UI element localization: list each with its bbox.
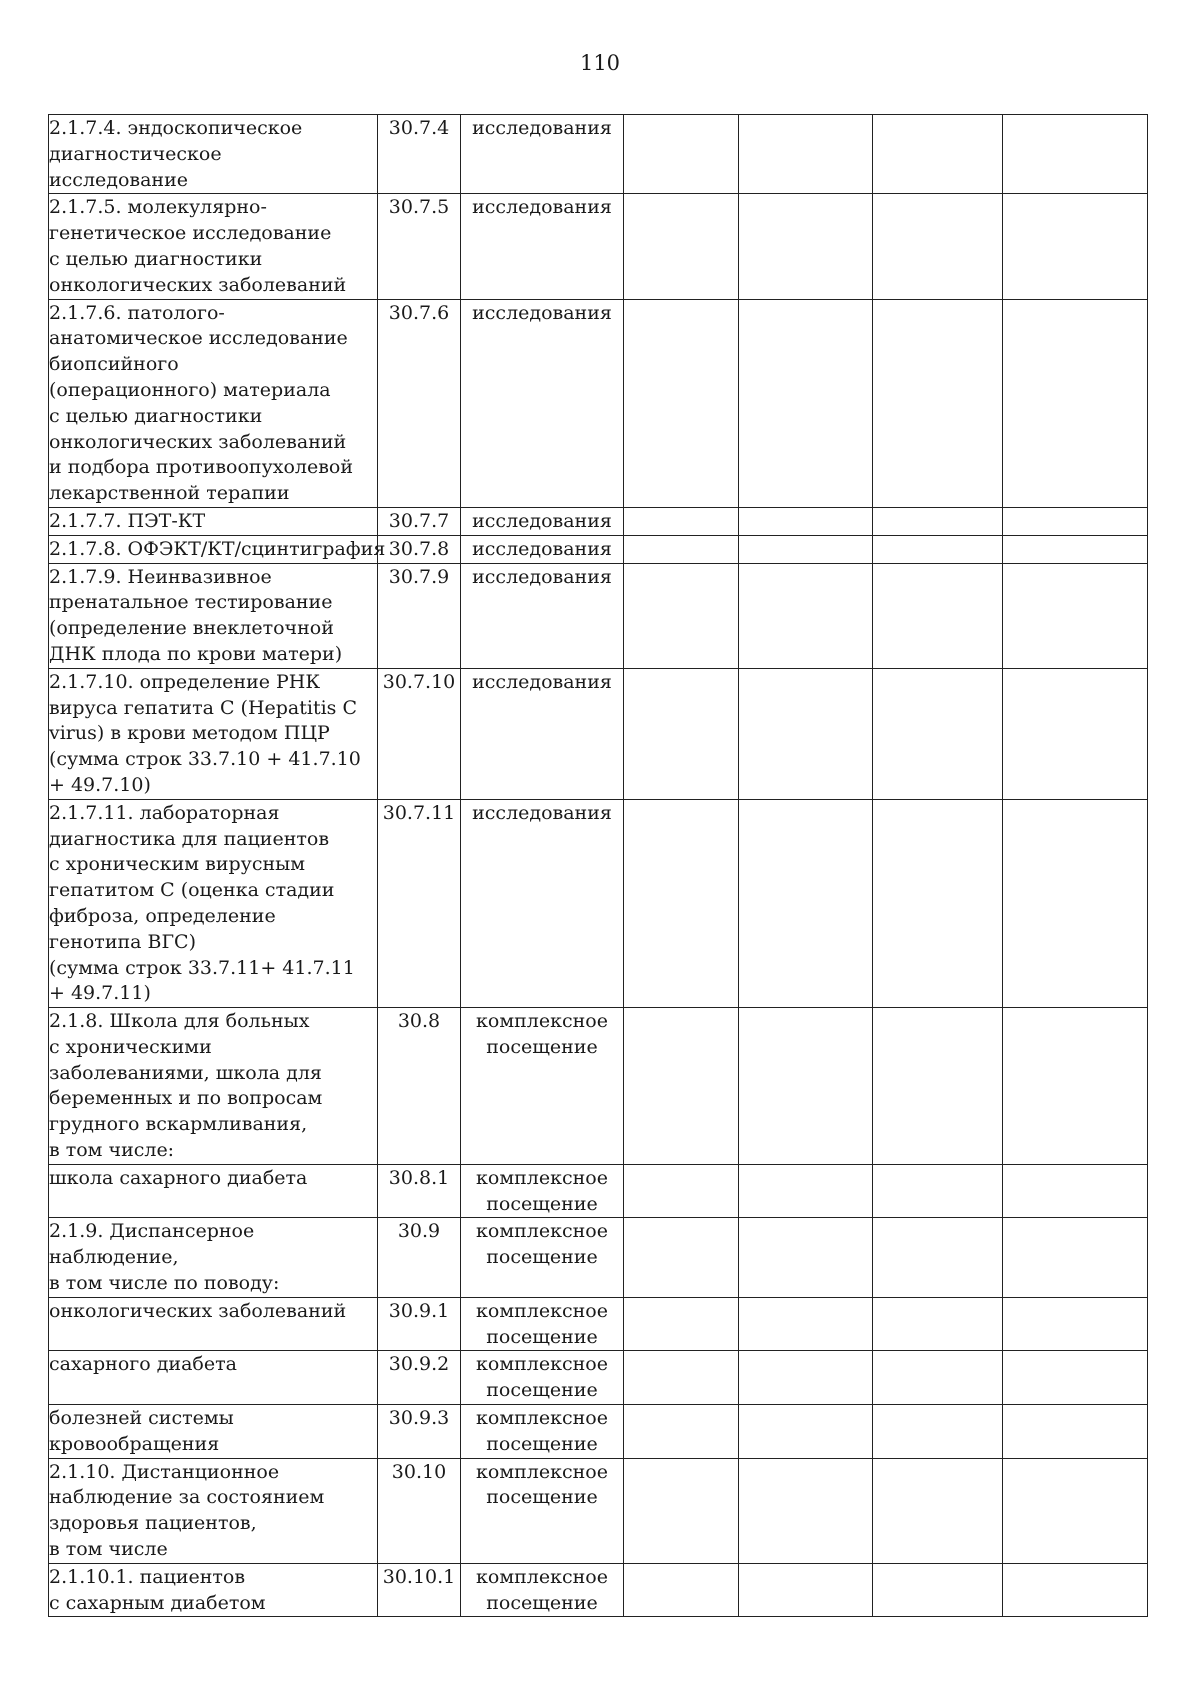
unit-cell: [461, 535, 624, 563]
value-cell: [873, 194, 1003, 299]
row-code-cell: 30.8.1: [378, 1164, 461, 1218]
indicator-name-line: наблюдение за состоянием: [49, 1486, 325, 1509]
table-row: [49, 535, 1148, 563]
value-cell: [739, 299, 873, 507]
value-cell: [624, 1405, 739, 1459]
indicator-name-line: (сумма строк 33.7.11+ 41.7.11: [49, 956, 355, 979]
value-cell: [739, 1297, 873, 1351]
value-cell: [624, 1164, 739, 1218]
unit-line: комплексное: [476, 1565, 608, 1588]
unit-cell: [461, 1351, 624, 1405]
unit-line: посещение: [486, 1325, 598, 1348]
table-row: [49, 299, 1148, 507]
indicator-name-line: ДНК плода по крови матери): [49, 642, 343, 665]
unit-cell: [461, 1563, 624, 1617]
unit-cell: [461, 799, 624, 1007]
value-cell: [1003, 115, 1148, 194]
indicator-name-line: 2.1.8. Школа для больных: [49, 1010, 310, 1033]
indicator-name-cell: [49, 507, 378, 535]
indicator-name-line: с целью диагностики: [49, 404, 263, 427]
unit-line: посещение: [486, 1432, 598, 1455]
value-cell: [873, 507, 1003, 535]
indicator-name-cell: [49, 1351, 378, 1405]
indicator-name-line: школа сахарного диабета: [49, 1166, 308, 1189]
value-cell: [739, 1164, 873, 1218]
value-cell: [1003, 194, 1148, 299]
table-row: [49, 1458, 1148, 1563]
indicator-name-line: в том числе:: [49, 1139, 175, 1162]
indicator-name-line: 2.1.7.6. патолого-: [49, 301, 225, 324]
table-row: [49, 1008, 1148, 1165]
indicator-name-line: 2.1.10.1. пациентов: [49, 1565, 246, 1588]
unit-cell: [461, 1297, 624, 1351]
unit-line: посещение: [486, 1379, 598, 1402]
value-cell: [739, 535, 873, 563]
value-cell: [873, 299, 1003, 507]
row-code-cell: 30.7.7: [378, 507, 461, 535]
report-table-body: [49, 115, 1148, 1617]
indicator-name-line: virus) в крови методом ПЦР: [49, 722, 330, 745]
value-cell: [624, 563, 739, 668]
indicator-name-line: здоровья пациентов,: [49, 1512, 257, 1535]
value-cell: [739, 194, 873, 299]
indicator-name-line: беременных и по вопросам: [49, 1087, 323, 1110]
unit-line: посещение: [486, 1192, 598, 1215]
value-cell: [624, 1351, 739, 1405]
value-cell: [624, 507, 739, 535]
value-cell: [739, 1405, 873, 1459]
indicator-name-line: генотипа ВГС): [49, 930, 196, 953]
indicator-name-cell: [49, 1164, 378, 1218]
value-cell: [624, 1218, 739, 1297]
indicator-name-line: с целью диагностики: [49, 247, 263, 270]
value-cell: [1003, 1351, 1148, 1405]
indicator-name-line: 2.1.7.5. молекулярно-: [49, 196, 267, 219]
indicator-name-line: онкологических заболеваний: [49, 273, 347, 296]
table-row: [49, 1164, 1148, 1218]
value-cell: [873, 563, 1003, 668]
value-cell: [873, 1008, 1003, 1165]
unit-line: комплексное: [476, 1220, 608, 1243]
value-cell: [739, 1563, 873, 1617]
indicator-name-line: грудного вскармливания,: [49, 1113, 308, 1136]
value-cell: [1003, 1405, 1148, 1459]
value-cell: [873, 1164, 1003, 1218]
indicator-name-line: 2.1.7.11. лабораторная: [49, 801, 280, 824]
value-cell: [873, 1405, 1003, 1459]
value-cell: [624, 1008, 739, 1165]
indicator-name-cell: [49, 668, 378, 799]
indicator-name-line: гепатитом С (оценка стадии: [49, 879, 335, 902]
value-cell: [873, 1218, 1003, 1297]
unit-cell: [461, 115, 624, 194]
unit-cell: [461, 1458, 624, 1563]
indicator-name-line: 2.1.7.8. ОФЭКТ/КТ/сцинтиграфия: [49, 537, 386, 560]
value-cell: [873, 668, 1003, 799]
table-row: [49, 1218, 1148, 1297]
report-table: [48, 114, 1148, 1617]
unit-line: исследования: [472, 301, 612, 324]
indicator-name-line: с сахарным диабетом: [49, 1591, 266, 1614]
indicator-name-cell: [49, 1563, 378, 1617]
table-row: [49, 668, 1148, 799]
indicator-name-line: лекарственной терапии: [49, 482, 290, 505]
row-code-cell: 30.7.6: [378, 299, 461, 507]
value-cell: [739, 799, 873, 1007]
indicator-name-line: с хроническими: [49, 1035, 212, 1058]
unit-line: комплексное: [476, 1166, 608, 1189]
indicator-name-line: онкологических заболеваний: [49, 1299, 347, 1322]
indicator-name-line: и подбора противоопухолевой: [49, 456, 354, 479]
unit-line: посещение: [486, 1035, 598, 1058]
value-cell: [873, 115, 1003, 194]
indicator-name-line: (сумма строк 33.7.10 + 41.7.10: [49, 748, 361, 771]
table-row: [49, 799, 1148, 1007]
row-code-cell: 30.9.3: [378, 1405, 461, 1459]
value-cell: [624, 799, 739, 1007]
indicator-name-cell: [49, 799, 378, 1007]
value-cell: [739, 1351, 873, 1405]
indicator-name-line: с хроническим вирусным: [49, 853, 306, 876]
indicator-name-line: 2.1.7.4. эндоскопическое: [49, 117, 303, 139]
indicator-name-cell: [49, 1297, 378, 1351]
value-cell: [624, 1563, 739, 1617]
unit-cell: [461, 1008, 624, 1165]
unit-cell: [461, 1164, 624, 1218]
value-cell: [873, 1297, 1003, 1351]
value-cell: [873, 535, 1003, 563]
table-row: [49, 1405, 1148, 1459]
indicator-name-line: генетическое исследование: [49, 222, 332, 245]
indicator-name-line: 2.1.7.10. определение РНК: [49, 670, 321, 693]
unit-line: посещение: [486, 1246, 598, 1269]
value-cell: [873, 799, 1003, 1007]
value-cell: [1003, 799, 1148, 1007]
value-cell: [1003, 1218, 1148, 1297]
indicator-name-line: онкологических заболеваний: [49, 430, 347, 453]
indicator-name-cell: [49, 1405, 378, 1459]
row-code-cell: 30.7.8: [378, 535, 461, 563]
unit-line: комплексное: [476, 1010, 608, 1033]
unit-cell: [461, 668, 624, 799]
indicator-name-line: 2.1.9. Диспансерное: [49, 1220, 255, 1243]
indicator-name-line: сахарного диабета: [49, 1353, 237, 1376]
unit-line: комплексное: [476, 1353, 608, 1376]
row-code-cell: 30.8: [378, 1008, 461, 1165]
value-cell: [1003, 563, 1148, 668]
indicator-name-line: + 49.7.11): [49, 982, 151, 1005]
unit-line: посещение: [486, 1591, 598, 1614]
indicator-name-line: 2.1.7.7. ПЭТ-КТ: [49, 509, 206, 532]
indicator-name-line: диагностическое: [49, 142, 222, 165]
row-code-cell: 30.7.10: [378, 668, 461, 799]
unit-cell: [461, 299, 624, 507]
page-number: 110: [579, 51, 621, 75]
indicator-name-line: анатомическое исследование: [49, 327, 348, 350]
table-row: [49, 1563, 1148, 1617]
table-row: [49, 1297, 1148, 1351]
value-cell: [624, 115, 739, 194]
indicator-name-cell: [49, 299, 378, 507]
value-cell: [873, 1458, 1003, 1563]
table-row: [49, 194, 1148, 299]
unit-cell: [461, 1405, 624, 1459]
row-code-cell: 30.7.5: [378, 194, 461, 299]
table-row: [49, 115, 1148, 194]
indicator-name-line: фиброза, определение: [49, 904, 276, 927]
value-cell: [624, 299, 739, 507]
value-cell: [1003, 668, 1148, 799]
row-code-cell: 30.10: [378, 1458, 461, 1563]
unit-line: комплексное: [476, 1460, 608, 1483]
indicator-name-line: наблюдение,: [49, 1246, 179, 1269]
indicator-name-line: пренатальное тестирование: [49, 591, 333, 614]
value-cell: [1003, 1008, 1148, 1165]
indicator-name-line: болезней системы: [49, 1407, 234, 1430]
unit-line: исследования: [472, 117, 612, 139]
row-code-cell: 30.9.1: [378, 1297, 461, 1351]
value-cell: [1003, 535, 1148, 563]
table-row: [49, 507, 1148, 535]
row-code-cell: 30.10.1: [378, 1563, 461, 1617]
indicator-name-cell: [49, 1218, 378, 1297]
unit-line: исследования: [472, 509, 612, 532]
indicator-name-line: диагностика для пациентов: [49, 827, 330, 850]
unit-line: исследования: [472, 801, 612, 824]
value-cell: [1003, 1297, 1148, 1351]
value-cell: [873, 1563, 1003, 1617]
value-cell: [739, 507, 873, 535]
indicator-name-cell: [49, 535, 386, 563]
value-cell: [1003, 1458, 1148, 1563]
value-cell: [739, 563, 873, 668]
unit-line: комплексное: [476, 1407, 608, 1430]
indicator-name-line: кровообращения: [49, 1432, 220, 1455]
indicator-name-cell: [49, 1008, 378, 1165]
unit-cell: [461, 563, 624, 668]
value-cell: [739, 115, 873, 194]
indicator-name-line: исследование: [49, 168, 188, 191]
unit-line: исследования: [472, 565, 612, 588]
row-code-cell: 30.7.4: [378, 115, 461, 194]
indicator-name-cell: [49, 194, 378, 299]
value-cell: [1003, 1563, 1148, 1617]
indicator-name-line: в том числе по поводу:: [49, 1272, 280, 1295]
row-code-cell: 30.7.11: [378, 799, 461, 1007]
unit-line: комплексное: [476, 1299, 608, 1322]
value-cell: [624, 194, 739, 299]
indicator-name-line: (определение внеклеточной: [49, 617, 334, 640]
table-row: [49, 1351, 1148, 1405]
indicator-name-line: заболеваниями, школа для: [49, 1061, 322, 1084]
table-row: [49, 563, 1148, 668]
value-cell: [1003, 1164, 1148, 1218]
value-cell: [1003, 507, 1148, 535]
indicator-name-line: вируса гепатита С (Hepatitis C: [49, 696, 357, 719]
indicator-name-cell: [49, 563, 378, 668]
row-code-cell: 30.9.2: [378, 1351, 461, 1405]
value-cell: [739, 668, 873, 799]
indicator-name-line: 2.1.10. Дистанционное: [49, 1460, 280, 1483]
value-cell: [739, 1458, 873, 1563]
row-code-cell: 30.9: [378, 1218, 461, 1297]
value-cell: [624, 535, 739, 563]
indicator-name-line: (операционного) материала: [49, 378, 331, 401]
value-cell: [873, 1351, 1003, 1405]
indicator-name-line: биопсийного: [49, 353, 179, 376]
unit-cell: [461, 507, 624, 535]
value-cell: [739, 1008, 873, 1165]
value-cell: [624, 1458, 739, 1563]
value-cell: [1003, 299, 1148, 507]
indicator-name-cell: [49, 115, 378, 194]
unit-cell: [461, 1218, 624, 1297]
indicator-name-line: + 49.7.10): [49, 773, 151, 796]
row-code-cell: 30.7.9: [378, 563, 461, 668]
indicator-name-line: 2.1.7.9. Неинвазивное: [49, 565, 272, 588]
indicator-name-line: в том числе: [49, 1538, 168, 1561]
unit-line: исследования: [472, 670, 612, 693]
value-cell: [739, 1218, 873, 1297]
value-cell: [624, 1297, 739, 1351]
unit-line: исследования: [472, 196, 612, 219]
unit-line: исследования: [472, 537, 612, 560]
unit-line: посещение: [486, 1486, 598, 1509]
value-cell: [624, 668, 739, 799]
unit-cell: [461, 194, 624, 299]
indicator-name-cell: [49, 1458, 378, 1563]
